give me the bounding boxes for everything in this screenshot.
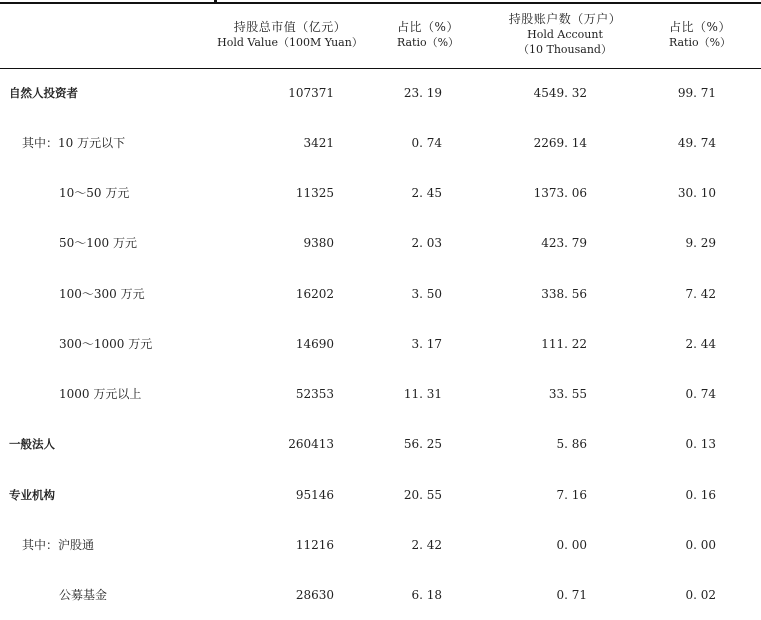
table-row <box>0 233 761 253</box>
hold-value-cell: 52353 <box>295 387 334 401</box>
header-ratio-account-zh: 占比（%） <box>669 20 731 34</box>
header-rule <box>0 68 761 69</box>
hold-value-cell: 3421 <box>303 136 334 150</box>
header-ratio-account-en: Ratio（%） <box>668 36 732 49</box>
row-label: 300～1000 万元 <box>59 337 153 351</box>
table-row <box>0 434 761 454</box>
header-ratio-value-en: Ratio（%） <box>396 36 460 49</box>
account-cell: 1373. 06 <box>533 186 587 200</box>
header-ratio-value <box>378 20 478 50</box>
account-ratio-cell: 0. 13 <box>685 437 716 451</box>
account-ratio-cell: 49. 74 <box>677 136 716 150</box>
table-row <box>0 284 761 304</box>
ratio-cell: 2. 03 <box>411 236 442 250</box>
row-label: 自然人投资者 <box>9 86 78 100</box>
ratio-cell: 23. 19 <box>403 86 442 100</box>
hold-value-cell: 11325 <box>295 186 334 200</box>
header-hold-account-zh: 持股账户数（万户） <box>508 12 622 26</box>
account-ratio-cell: 7. 42 <box>685 287 716 301</box>
ratio-cell: 6. 18 <box>411 588 442 602</box>
ratio-cell: 0. 74 <box>411 136 442 150</box>
hold-value-cell: 16202 <box>295 287 334 301</box>
ratio-cell: 56. 25 <box>403 437 442 451</box>
header-hold-value <box>200 20 380 50</box>
account-cell: 2269. 14 <box>533 136 587 150</box>
ratio-cell: 20. 55 <box>403 488 442 502</box>
account-cell: 111. 22 <box>541 337 587 351</box>
row-label: 50～100 万元 <box>59 236 137 250</box>
ratio-cell: 11. 31 <box>403 387 442 401</box>
account-cell: 0. 71 <box>556 588 587 602</box>
top-rule-mark <box>214 0 217 4</box>
ratio-cell: 2. 42 <box>411 538 442 552</box>
top-rule <box>0 2 761 4</box>
row-label: 公募基金 <box>59 588 108 602</box>
row-label: 10～50 万元 <box>59 186 130 200</box>
header-ratio-account <box>650 20 750 50</box>
account-ratio-cell: 0. 02 <box>685 588 716 602</box>
table-row <box>0 384 761 404</box>
table-row <box>0 183 761 203</box>
header-hold-account-unit: （10 Thousand） <box>518 43 612 56</box>
account-ratio-cell: 2. 44 <box>685 337 716 351</box>
table-row <box>0 334 761 354</box>
row-label: 其中：沪股通 <box>22 538 95 552</box>
hold-value-cell: 107371 <box>288 86 334 100</box>
table-row <box>0 133 761 153</box>
row-label: 1000 万元以上 <box>59 387 142 401</box>
header-ratio-value-zh: 占比（%） <box>397 20 459 34</box>
header-hold-account-en: Hold Account <box>527 28 603 41</box>
table-row <box>0 585 761 605</box>
ratio-cell: 3. 17 <box>411 337 442 351</box>
table-row <box>0 485 761 505</box>
account-cell: 423. 79 <box>541 236 587 250</box>
account-ratio-cell: 30. 10 <box>677 186 716 200</box>
account-ratio-cell: 0. 16 <box>685 488 716 502</box>
hold-value-cell: 11216 <box>295 538 334 552</box>
hold-value-cell: 9380 <box>303 236 334 250</box>
account-cell: 338. 56 <box>541 287 587 301</box>
account-ratio-cell: 99. 71 <box>677 86 716 100</box>
header-hold-value-en: Hold Value（100M Yuan） <box>217 36 363 49</box>
hold-value-cell: 14690 <box>295 337 334 351</box>
header-hold-account <box>490 12 640 57</box>
account-cell: 7. 16 <box>556 488 587 502</box>
hold-value-cell: 28630 <box>295 588 334 602</box>
row-label: 一般法人 <box>9 437 55 451</box>
row-label: 其中：10 万元以下 <box>22 136 126 150</box>
ratio-cell: 2. 45 <box>411 186 442 200</box>
account-ratio-cell: 9. 29 <box>685 236 716 250</box>
row-label: 专业机构 <box>9 488 55 502</box>
hold-value-cell: 260413 <box>288 437 334 451</box>
table-row <box>0 535 761 555</box>
header-hold-value-zh: 持股总市值（亿元） <box>233 20 347 34</box>
ratio-cell: 3. 50 <box>411 287 442 301</box>
account-cell: 33. 55 <box>548 387 587 401</box>
row-label: 100～300 万元 <box>59 287 145 301</box>
hold-value-cell: 95146 <box>295 488 334 502</box>
account-ratio-cell: 0. 74 <box>685 387 716 401</box>
account-cell: 0. 00 <box>556 538 587 552</box>
account-ratio-cell: 0. 00 <box>685 538 716 552</box>
account-cell: 5. 86 <box>556 437 587 451</box>
account-cell: 4549. 32 <box>533 86 587 100</box>
table-row <box>0 83 761 103</box>
